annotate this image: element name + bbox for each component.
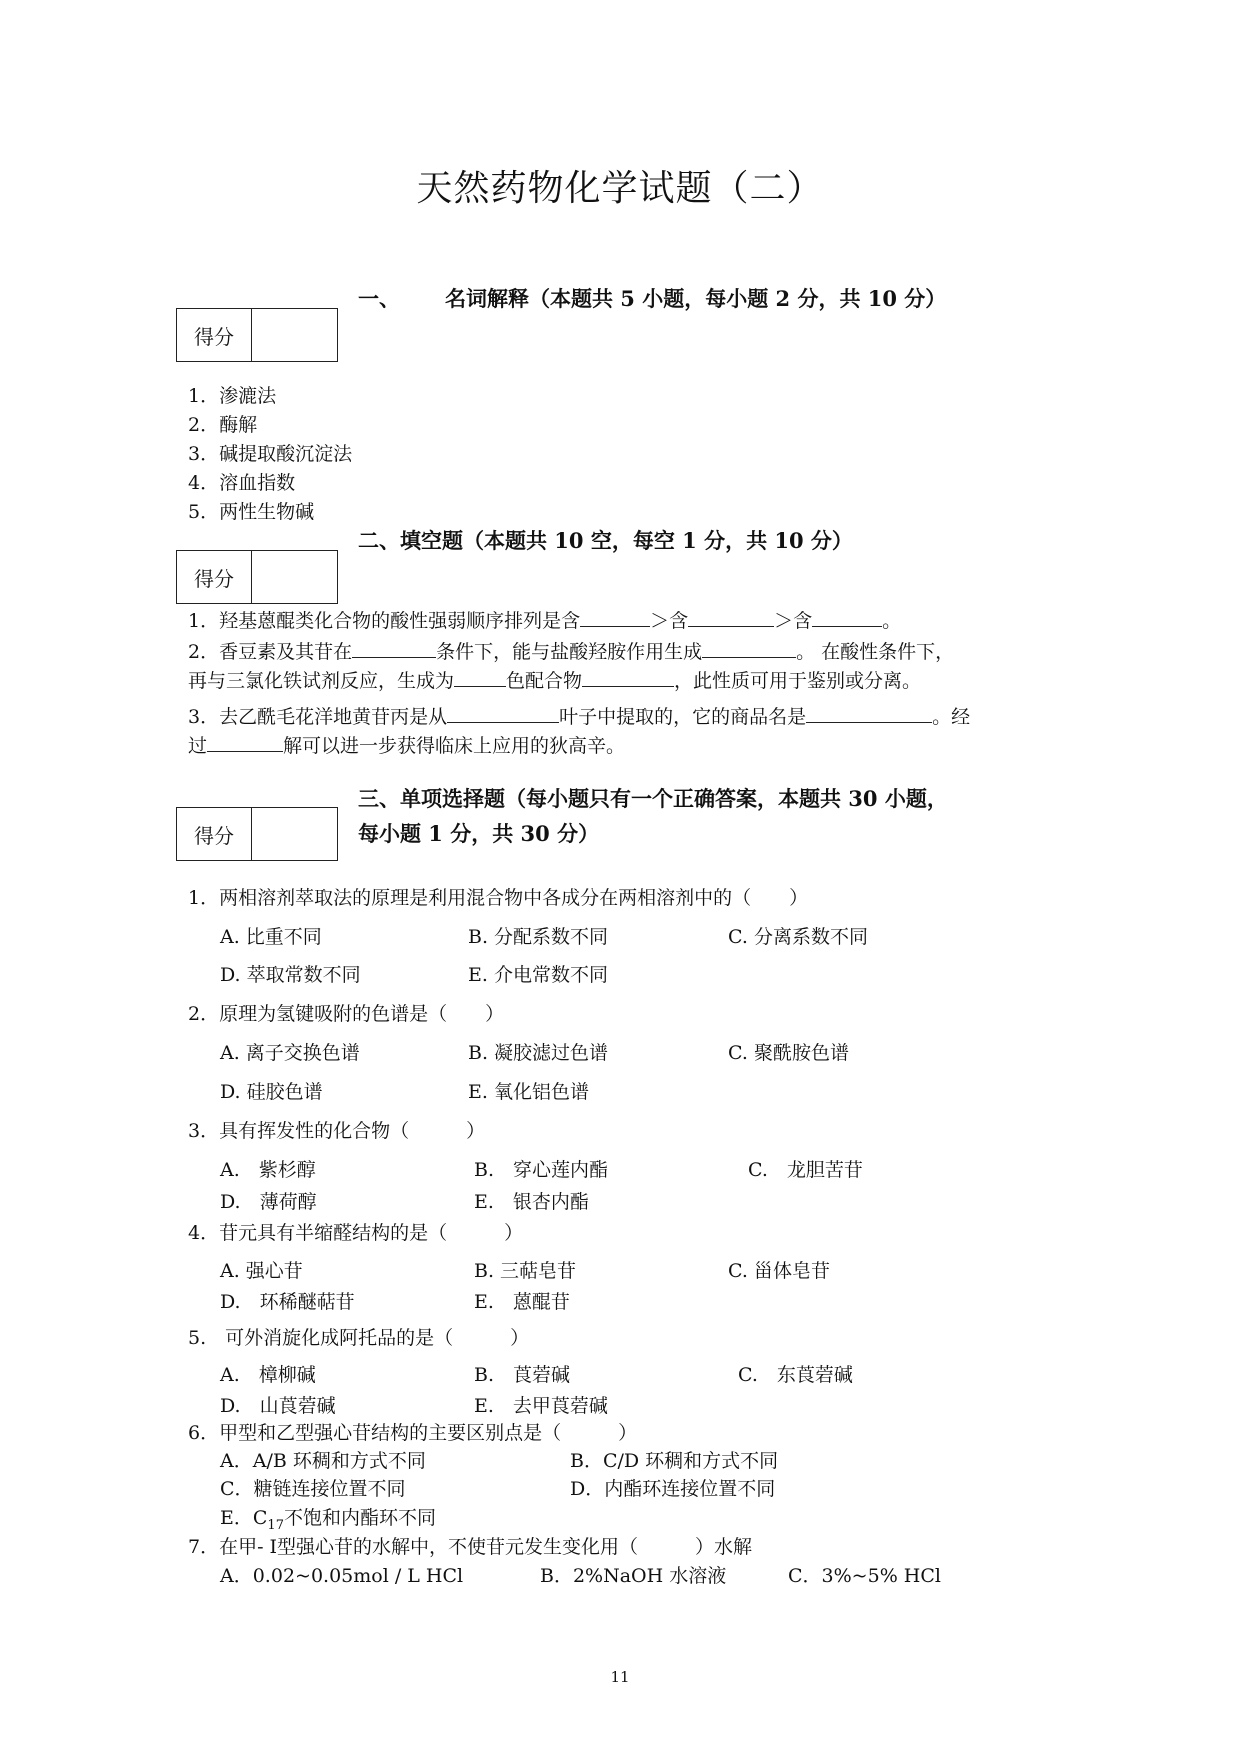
score-label: 得分 [177,309,252,361]
score-box-3 [176,807,338,861]
page-number: 11 [610,1668,630,1686]
fill-question-3-cont: 过 解可以进一步获得临床上应用的狄高辛。 [188,735,626,757]
choice-option[interactable]: D. 薄荷醇 [220,1191,317,1213]
answer-blank[interactable] [688,608,774,627]
answer-blank[interactable] [207,733,283,752]
answer-blank[interactable] [580,608,650,627]
answer-blank[interactable] [702,639,796,658]
section1-number: 一、 [358,286,400,311]
score-field[interactable] [252,309,337,361]
choice-option[interactable]: C．糖链连接位置不同 [220,1478,406,1500]
page-title: 天然药物化学试题（二） [416,168,824,209]
choice-option[interactable]: E. 氧化铝色谱 [468,1081,589,1103]
list-item: 4．溶血指数 [188,472,296,494]
choice-option[interactable]: D. 山莨菪碱 [220,1395,336,1417]
question-stem: 5. 可外消旋化成阿托品的是（ ） [188,1327,530,1349]
choice-option[interactable]: C. 聚酰胺色谱 [728,1042,849,1064]
question-stem: 4．苷元具有半缩醛结构的是（ ） [188,1222,524,1244]
answer-blank[interactable] [806,704,932,723]
choice-option[interactable]: B．2%NaOH 水溶液 [540,1565,727,1587]
score-field[interactable] [252,551,337,603]
question-stem: 1．两相溶剂萃取法的原理是利用混合物中各成分在两相溶剂中的（ ） [188,887,809,909]
choice-option[interactable]: B. 莨菪碱 [474,1364,571,1386]
score-box-1 [176,308,338,362]
list-item: 2．酶解 [188,414,258,436]
list-item: 1．渗漉法 [188,385,277,407]
choice-option[interactable]: D. 萃取常数不同 [220,964,361,986]
answer-blank[interactable] [582,668,674,687]
choice-option[interactable]: A. 强心苷 [220,1260,303,1282]
fill-question-2-cont: 再与三氯化铁试剂反应，生成为 色配合物 ，此性质可用于鉴别或分离。 [188,670,922,692]
question-stem: 6．甲型和乙型强心苷结构的主要区别点是（ ） [188,1422,638,1444]
choice-option[interactable]: C. 分离系数不同 [728,926,868,948]
choice-option[interactable]: A. 樟柳碱 [220,1364,316,1386]
choice-option[interactable]: E．$C_{17}$不饱和内酯环不同 [220,1507,436,1533]
section1-heading: 名词解释（本题共 5 小题，每小题 2 分，共 10 分） [445,286,947,311]
score-field[interactable] [252,808,337,860]
choice-option[interactable]: E. 介电常数不同 [468,964,608,986]
choice-option[interactable]: B. 分配系数不同 [468,926,609,948]
score-label: 得分 [177,551,252,603]
choice-option[interactable]: C. 甾体皂苷 [728,1260,830,1282]
section2-heading: 二、填空题（本题共 10 空，每空 1 分，共 10 分） [358,528,853,553]
choice-option[interactable]: E. 蒽醌苷 [474,1291,570,1313]
score-label: 得分 [177,808,252,860]
choice-option[interactable]: D．内酯环连接位置不同 [570,1478,776,1500]
answer-blank[interactable] [454,668,506,687]
section3-heading-cont: 每小题 1 分，共 30 分） [358,821,600,846]
list-item: 3．碱提取酸沉淀法 [188,443,353,465]
choice-option[interactable]: A．0.02~0.05mol / L HCl [220,1565,464,1587]
question-stem: 7．在甲- Ⅰ型强心苷的水解中，不使苷元发生变化用（ ）水解 [188,1536,753,1558]
choice-option[interactable]: D. 环稀醚萜苷 [220,1291,355,1313]
choice-option[interactable]: C．3%~5% HCl [788,1565,941,1587]
choice-option[interactable]: E. 去甲莨菪碱 [474,1395,608,1417]
choice-option[interactable]: E. 银杏内酯 [474,1191,589,1213]
answer-blank[interactable] [447,704,559,723]
score-box-2 [176,550,338,604]
choice-option[interactable]: B．C/D 环稠和方式不同 [570,1450,779,1472]
choice-option[interactable]: A. 比重不同 [220,926,322,948]
choice-option[interactable]: A．A/B 环稠和方式不同 [220,1450,426,1472]
fill-question-3: 3．去乙酰毛花洋地黄苷丙是从 叶子中提取的，它的商品名是 。经 [188,706,971,728]
answer-blank[interactable] [352,639,436,658]
choice-option[interactable]: A. 紫杉醇 [220,1159,316,1181]
choice-option[interactable]: C. 龙胆苦苷 [748,1159,863,1181]
choice-option[interactable]: C. 东莨菪碱 [738,1364,853,1386]
question-stem: 2．原理为氢键吸附的色谱是（ ） [188,1003,505,1025]
fill-question-2: 2．香豆素及其苷在 条件下，能与盐酸羟胺作用生成 。 在酸性条件下， [188,641,955,663]
choice-option[interactable]: B. 穿心莲内酯 [474,1159,609,1181]
choice-option[interactable]: A. 离子交换色谱 [220,1042,360,1064]
list-item: 5．两性生物碱 [188,501,315,523]
choice-option[interactable]: D. 硅胶色谱 [220,1081,323,1103]
answer-blank[interactable] [812,608,882,627]
question-stem: 3．具有挥发性的化合物（ ） [188,1120,486,1142]
choice-option[interactable]: B. 凝胶滤过色谱 [468,1042,609,1064]
fill-question-1: 1．羟基蒽醌类化合物的酸性强弱顺序排列是含 ＞含 ＞含 。 [188,610,902,632]
choice-option[interactable]: B. 三萜皂苷 [474,1260,577,1282]
section3-heading: 三、单项选择题（每小题只有一个正确答案，本题共 30 小题， [358,786,948,811]
